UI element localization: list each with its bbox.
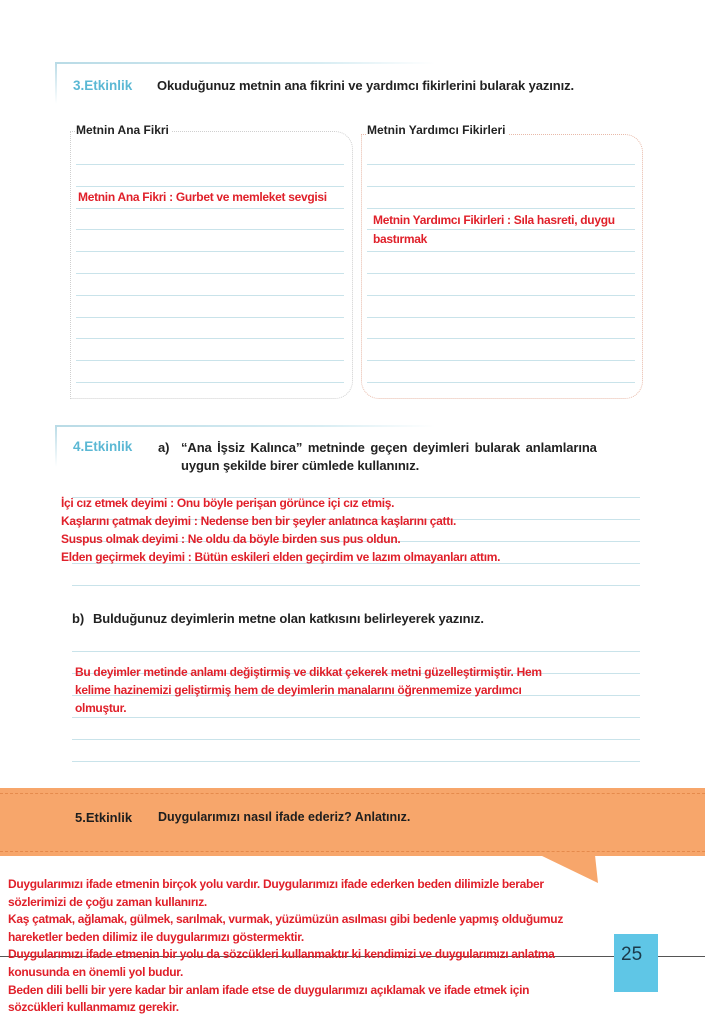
- banner-dash: [0, 851, 705, 852]
- writing-line: [76, 273, 344, 274]
- answer-text: İçi cız etmek deyimi : Onu böyle perişan görünce içi cız etmiş.: [61, 496, 395, 510]
- activity-instruction: uygun şekilde birer cümlede kullanınız.: [181, 458, 420, 473]
- writing-line: [367, 273, 635, 274]
- writing-line: [72, 739, 640, 740]
- answer-text: hareketler beden dilimiz ile duygularımızı göstermektir.: [8, 929, 304, 944]
- activity-instruction: “Ana İşsiz Kalınca” metninde geçen deyimleri bularak anlamlarına: [181, 440, 597, 455]
- answer-text: konusunda en önemli yol budur.: [8, 965, 184, 979]
- box-label: Metnin Yardımcı Fikirleri: [367, 123, 506, 137]
- writing-line: [76, 295, 344, 296]
- writing-line: [367, 251, 635, 252]
- answer-text: sözcükleri kullanmamız gerekir.: [8, 1000, 179, 1015]
- writing-line: [72, 761, 640, 762]
- answer-text: Kaş çatmak, ağlamak, gülmek, sarılmak, vurmak, yüzümüzün asılması gibi bedenle yapmış olduğumuz: [8, 912, 564, 927]
- answer-text: sözlerimizi de çoğu zaman kullanırız.: [8, 894, 207, 909]
- answer-text: Kaşlarını çatmak deyimi : Nedense ben bir şeyler anlatınca kaşlarını çattı.: [61, 514, 457, 528]
- writing-line: [367, 164, 635, 165]
- answer-text: bastırmak: [373, 232, 427, 246]
- writing-line: [367, 317, 635, 318]
- writing-line: [76, 229, 344, 230]
- answer-text: olmuştur.: [75, 701, 127, 715]
- writing-line: [72, 651, 640, 652]
- writing-line: [76, 338, 344, 339]
- section-frame: [55, 425, 57, 467]
- activity-instruction: Duygularımızı nasıl ifade ederiz? Anlatınız.: [158, 810, 411, 824]
- page-number: 25: [621, 944, 643, 965]
- writing-line: [72, 717, 640, 718]
- answer-text: Duygularımızı ifade etmenin bir yolu da sözcükleri kullanmaktır ki kendimizi ve duygularımızı anlatma: [8, 947, 555, 962]
- main-idea-box: [70, 131, 353, 399]
- writing-line: [76, 186, 344, 187]
- section-frame: [55, 425, 435, 427]
- answer-text: Bu deyimler metinde anlamı değiştirmiş ve dikkat çekerek metni güzelleştirmiştir. Hem: [75, 665, 542, 679]
- section-frame: [55, 62, 57, 104]
- answer-text: kelime hazinemizi geliştirmiş hem de deyimlerin manalarını öğrenmemize yardımcı: [75, 683, 522, 697]
- answer-text: Duygularımızı ifade etmenin birçok yolu vardır. Duygularımızı ifade ederken beden dilimizle beraber: [8, 877, 544, 891]
- writing-line: [367, 208, 635, 209]
- writing-line: [76, 360, 344, 361]
- writing-line: [76, 251, 344, 252]
- writing-line: [76, 382, 344, 383]
- speech-tail: [540, 855, 610, 885]
- writing-line: [367, 382, 635, 383]
- answer-text: Metnin Yardımcı Fikirleri : Sıla hasreti, duygu: [373, 213, 615, 227]
- answer-text: Elden geçirmek deyimi : Bütün eskileri elden geçirdim ve lazım olmayanları attım.: [61, 550, 501, 564]
- writing-line: [367, 295, 635, 296]
- activity-instruction: Bulduğunuz deyimlerin metne olan katkısını belirleyerek yazınız.: [93, 611, 484, 626]
- section-frame: [55, 62, 435, 64]
- writing-line: [367, 186, 635, 187]
- activity-label: 3.Etkinlik: [73, 78, 133, 93]
- activity-label: 5.Etkinlik: [75, 810, 133, 825]
- part-marker: b): [72, 611, 85, 626]
- answer-text: Suspus olmak deyimi : Ne oldu da böyle birden sus pus oldun.: [61, 532, 401, 546]
- answer-text: Beden dili belli bir yere kadar bir anlam ifade etse de duygularımızı açıklamak ve ifade etmek için: [8, 982, 530, 997]
- activity-instruction: Okuduğunuz metnin ana fikrini ve yardımcı fikirlerini bularak yazınız.: [157, 78, 575, 93]
- writing-line: [367, 229, 635, 230]
- writing-line: [76, 164, 344, 165]
- box-label: Metnin Ana Fikri: [76, 123, 169, 137]
- banner-dash: [0, 793, 705, 794]
- activity-label: 4.Etkinlik: [73, 439, 133, 454]
- part-marker: a): [158, 440, 170, 455]
- writing-line: [367, 360, 635, 361]
- writing-line: [76, 317, 344, 318]
- writing-line: [76, 208, 344, 209]
- writing-line: [367, 338, 635, 339]
- writing-line: [72, 585, 640, 586]
- answer-text: Metnin Ana Fikri : Gurbet ve memleket sevgisi: [78, 190, 327, 204]
